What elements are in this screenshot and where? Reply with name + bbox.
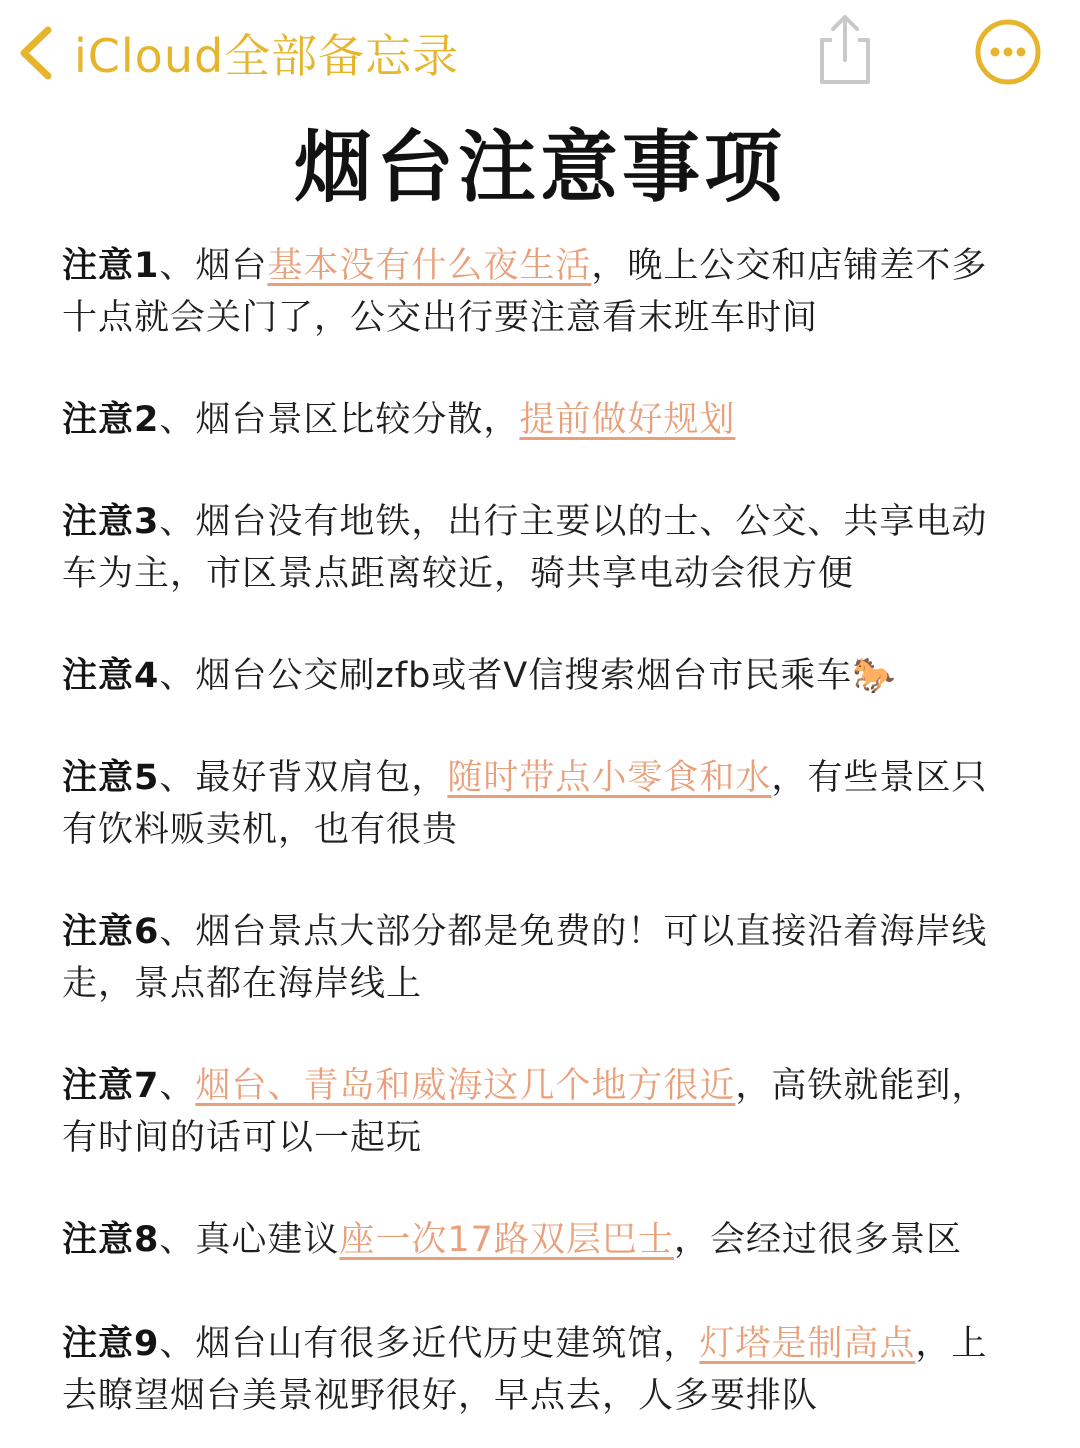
- note-item-text: 最好背双肩包，: [195, 758, 448, 798]
- note-item-separator: 、: [159, 912, 196, 952]
- note-item-highlight: 随时带点小零食和水: [447, 758, 772, 798]
- note-item-separator: 、: [159, 1324, 196, 1364]
- note-item-text: 烟台山有很多近代历史建筑馆，: [195, 1324, 700, 1364]
- note-item-separator: 、: [159, 502, 196, 542]
- more-icon[interactable]: [974, 18, 1042, 86]
- navigation-bar: [0, 0, 1080, 110]
- note-item-2: [62, 394, 1022, 446]
- note-item-label: 注意5: [62, 758, 160, 798]
- note-item-1: [62, 240, 1022, 344]
- note-item-separator: 、: [159, 400, 196, 440]
- note-item-label: 注意7: [62, 1066, 160, 1106]
- note-item-highlight: 提前做好规划: [519, 400, 736, 440]
- back-button-label: iCloud全部备忘录: [74, 29, 460, 83]
- note-item-highlight: 灯塔是制高点: [699, 1324, 916, 1364]
- note-item-text: 烟台: [195, 246, 268, 286]
- note-item-label: 注意8: [62, 1220, 160, 1260]
- note-item-4: [62, 650, 1022, 702]
- note-item-7: [62, 1060, 1022, 1164]
- note-item-label: 注意4: [62, 656, 160, 696]
- back-button[interactable]: [14, 18, 459, 88]
- note-item-label: 注意1: [62, 246, 160, 286]
- note-item-highlight: 基本没有什么夜生活: [267, 246, 592, 286]
- note-item-9: [62, 1318, 1022, 1422]
- note-item-separator: 、: [159, 656, 196, 696]
- note-title: 烟台注意事项: [293, 123, 786, 213]
- note-item-text-after: ，会经过很多景区: [673, 1220, 962, 1260]
- note-item-separator: 、: [159, 1066, 196, 1106]
- note-item-6: [62, 906, 1022, 1010]
- note-item-highlight: 座一次17路双层巴士: [339, 1220, 674, 1260]
- note-item-separator: 、: [159, 1220, 196, 1260]
- note-item-text: 烟台没有地铁，出行主要以的士、公交、共享电动车为主，市区景点距离较近，骑共享电动会很方便: [62, 502, 988, 594]
- note-item-label: 注意6: [62, 912, 160, 952]
- note-item-separator: 、: [159, 758, 196, 798]
- note-item-text-after: ，上去瞭望烟台美景视野很好，早点去，人多要排队: [62, 1324, 988, 1416]
- note-item-8: [62, 1214, 1022, 1266]
- note-item-highlight: 烟台、青岛和威海这几个地方很近: [195, 1066, 736, 1106]
- note-item-label: 注意2: [62, 400, 160, 440]
- note-item-label: 注意3: [62, 502, 160, 542]
- share-icon[interactable]: [812, 12, 878, 88]
- note-item-text: 烟台景点大部分都是免费的！可以直接沿着海岸线走，景点都在海岸线上: [62, 912, 988, 1004]
- note-item-3: [62, 496, 1022, 600]
- note-item-text-after: ，高铁就能到，有时间的话可以一起玩: [62, 1066, 988, 1158]
- chevron-left-icon: [14, 22, 58, 84]
- note-item-separator: 、: [159, 246, 196, 286]
- note-item-text-after: ，晚上公交和店铺差不多十点就会关门了，公交出行要注意看末班车时间: [62, 246, 988, 338]
- note-item-label: 注意9: [62, 1324, 160, 1364]
- note-item-text-after: ，有些景区只有饮料贩卖机，也有很贵: [62, 758, 988, 850]
- note-item-5: [62, 752, 1022, 856]
- note-item-text: 真心建议: [195, 1220, 340, 1260]
- note-item-text: 烟台公交刷zfb或者V信搜索烟台市民乘车🐎: [195, 656, 897, 696]
- note-item-text: 烟台景区比较分散，: [195, 400, 520, 440]
